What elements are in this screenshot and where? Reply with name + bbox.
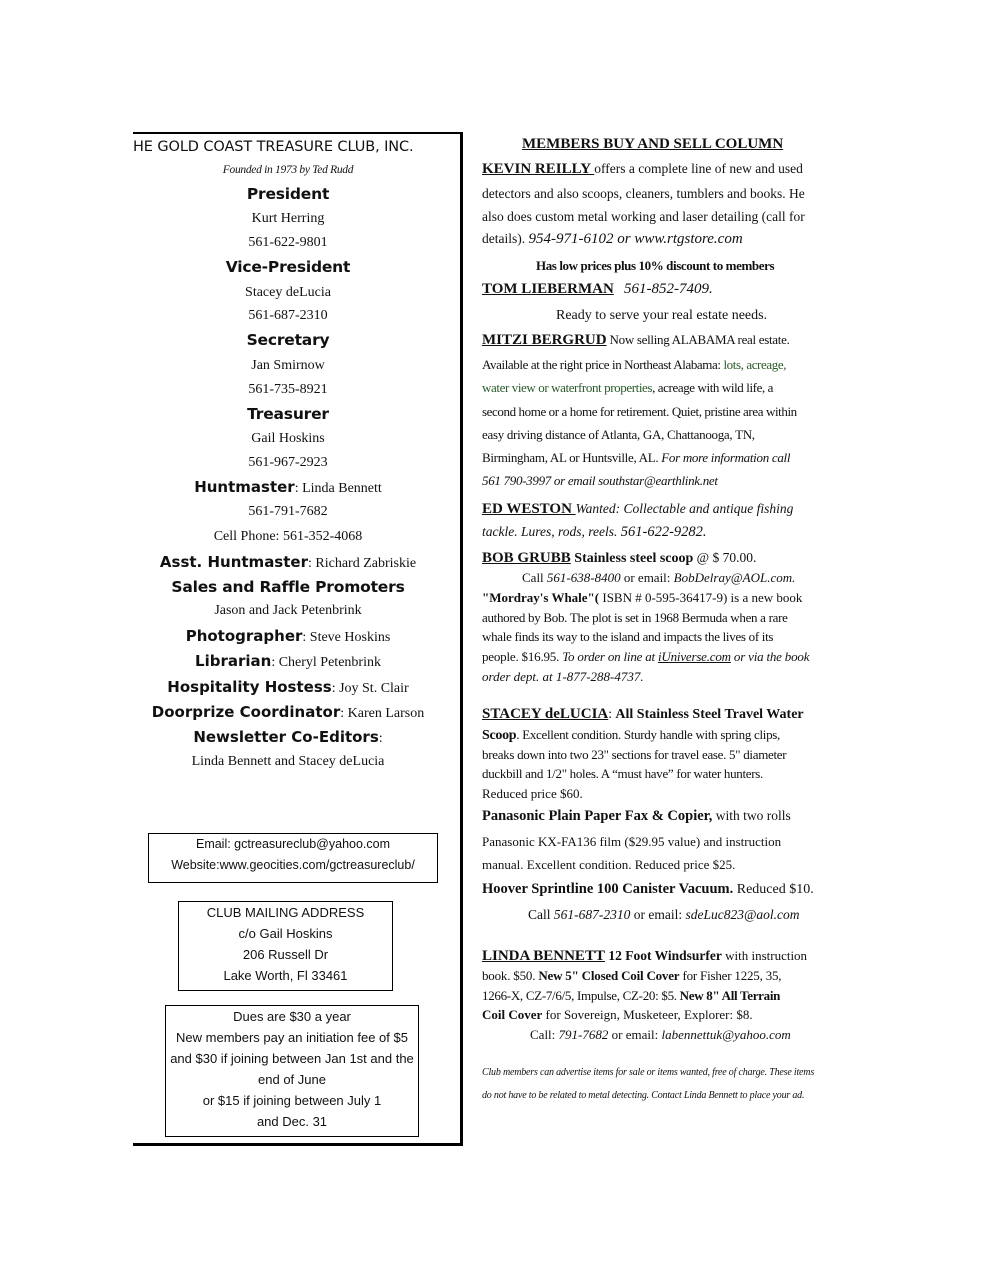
email-line[interactable]: Email: gctreasureclub@yahoo.com [195,837,391,851]
ad-bob-email[interactable]: BobDelray@AOL.com. [673,570,796,585]
mailing-line: Lake Worth, Fl 33461 [223,968,348,983]
ad-text: : [608,706,616,721]
founded-note: Founded in 1973 by Ted Rudd [222,164,354,176]
ad-linda-l3 [482,988,780,1004]
ad-text: book. $50. [482,968,539,983]
website-line[interactable]: Website:www.geocities.com/gctreasureclub/ [171,858,415,872]
ad-text: for Sovereign, Musketeer, Explorer: $8. [542,1007,753,1022]
president-phone: 561-622-9801 [248,235,328,250]
ad-tom-name: TOM LIEBERMAN [482,281,614,297]
ad-text: Birmingham, AL or Huntsville, AL. [482,450,662,465]
ad-hoover-contact [528,907,800,923]
asst-huntmaster-title: Asst. Huntmaster [159,553,308,571]
ad-text: or email: [630,907,686,922]
president-name: Kurt Herring [251,211,325,226]
ad-hoover-email[interactable]: sdeLuc823@aol.com [685,907,800,922]
librarian-title: Librarian [195,652,272,670]
dues-box [165,1005,419,1137]
ad-mitzi-l3 [482,380,773,396]
ad-text: To order on line at [562,649,659,664]
ad-text: 1266-X, CZ-7/6/5, Impulse, CZ-20: $5. [482,988,680,1003]
ad-text: 12 Foot Windsurfer [604,948,722,963]
ad-kevin-phone-web[interactable]: 954-971-6102 or www.rtgstore.com [528,231,743,247]
ad-kevin-line [482,161,803,178]
ad-text: tackle. Lures, rods, reels. [482,524,621,539]
ad-stacey-name: STACEY deLUCIA [482,706,609,722]
huntmaster-cell: Cell Phone: 561-352-4068 [213,529,363,544]
ad-stacey-l2 [482,727,780,744]
ad-text: manual. Excellent condition. Reduced price $25. [482,857,736,872]
doorprize-name: : Karen Larson [340,706,425,721]
ad-text: Hoover Sprintline 100 Canister Vacuum. [482,881,734,897]
ad-text: or email: [620,570,674,585]
ad-text: Call [528,907,554,922]
club-info-panel [133,132,463,1146]
ad-text: Available at the right price in Northeast Alabama: [482,357,724,372]
ad-bob-name: BOB GRUBB [482,550,571,566]
mailing-line: CLUB MAILING ADDRESS [206,905,365,920]
treasurer-phone: 561-967-2923 [248,455,328,470]
dues-line: and Dec. 31 [256,1114,328,1129]
ad-linda-contact [530,1027,791,1043]
ad-text: offers a complete line of new and used [594,161,803,176]
huntmaster-phone: 561-791-7682 [248,504,328,519]
ad-hoover-l1 [482,881,814,898]
column-heading: MEMBERS BUY AND SELL COLUMN [522,136,784,152]
asst-huntmaster-row [133,553,443,572]
ad-text: Panasonic KX-FA136 film ($29.95 value) and instruction [482,834,782,849]
ad-linda-l4 [482,1007,753,1023]
ad-kevin-contact [482,231,743,248]
ad-text: with two rolls [712,808,791,823]
ad-text: @ $ 70.00. [693,550,757,565]
treasurer-title: Treasurer [247,405,329,423]
photographer-name: : Steve Hoskins [302,630,391,645]
ad-text: Scoop [482,728,517,743]
dues-line: end of June [258,1072,326,1087]
dues-line: New members pay an initiation fee of $5 [176,1030,408,1045]
newsletter-title: Newsletter Co-Editors [193,728,379,746]
ad-mitzi-contact[interactable]: 561 790-3997 or email southstar@earthlink.net [482,473,718,488]
contact-box [148,833,438,883]
ad-ed-name: ED WESTON [482,501,576,517]
ad-text: For more information call [661,450,791,465]
doorprize-row [133,703,443,722]
dues-line: Dues are $30 a year [233,1009,351,1024]
ad-ed-phone[interactable]: 561-622-9282. [620,524,707,540]
secretary-phone: 561-735-8921 [248,382,328,397]
ad-mitzi-name: MITZI BERGRUD [482,332,607,348]
mailing-address-box [178,901,393,991]
ad-tom-text: Ready to serve your real estate needs. [556,308,768,323]
ad-text: Now selling ALABAMA real estate. [606,332,790,347]
asst-huntmaster-name: : Richard Zabriskie [307,556,417,571]
ad-linda-email[interactable]: labennettuk@yahoo.com [661,1027,791,1042]
secretary-name: Jan Smirnow [251,358,325,373]
ad-text: people. $16.95. [482,649,563,664]
newsletter-row [133,728,443,747]
vp-phone: 561-687-2310 [248,308,328,323]
treasurer-name: Gail Hoskins [251,431,325,446]
ad-bob-phone[interactable]: 561-638-8400 [546,570,621,585]
ad-text: also does custom metal working and laser detailing (call for [482,209,805,224]
ad-text: Call [522,570,547,585]
ad-text: with instruction [721,948,808,963]
ad-tom-line [482,281,713,298]
ad-bob-contact [522,570,795,586]
ad-text: second home or a home for retirement. Quiet, pristine area within [482,404,797,419]
photographer-row [133,627,443,646]
ad-bob-order-phone: order dept. at 1-877-288-4737. [482,669,644,684]
dues-line: or $15 if joining between July 1 [202,1093,382,1108]
column-footnote-line: do not have to be related to metal detecting. Contact Linda Bennett to place your ad. [482,1090,805,1101]
ad-text: All Stainless Steel Travel Water [615,707,804,722]
huntmaster-title: Huntmaster [194,478,295,496]
ad-text: Reduced $10. [733,882,814,897]
ad-ed-line [482,501,793,518]
ad-text: detectors and also scoops, cleaners, tumblers and books. He [482,186,805,201]
ad-mitzi-line [482,332,790,349]
ad-bob-line [482,550,756,567]
newsletter-names: Linda Bennett and Stacey deLucia [191,754,385,769]
ad-text: Wanted: Collectable and antique fishing [575,501,794,516]
column-footnote-line: Club members can advertise items for sale or items wanted, free of charge. These items [482,1067,815,1078]
ad-kevin-discount: Has low prices plus 10% discount to members [536,258,775,273]
newsletter-colon: : [378,731,383,746]
ad-text: or via the book [730,649,810,664]
ad-bob-order [482,649,809,665]
ad-text: whale finds its way to the island and impacts the lives of its [482,629,774,644]
librarian-name: : Cheryl Petenbrink [271,655,381,670]
ad-ed-l2 [482,524,707,541]
mailing-line: c/o Gail Hoskins [238,926,333,941]
ad-tom-phone[interactable]: 561-852-7409. [623,281,713,297]
ad-linda-line [482,948,807,965]
ad-text: "Mordray's Whale"( [482,590,600,605]
ad-text: authored by Bob. The plot is set in 1968 Bermuda when a rare [482,610,788,625]
hospitality-name: : Joy St. Clair [331,681,409,696]
mailing-line: 206 Russell Dr [242,947,329,962]
ad-mitzi-l6 [482,450,790,466]
ad-mitzi-l2 [482,357,786,373]
buy-sell-column [482,132,856,1122]
ad-text: Call: [530,1027,559,1042]
dues-line: and $30 if joining between Jan 1st and the [170,1051,414,1066]
ad-kevin-name: KEVIN REILLY [482,161,595,177]
ad-text: Coil Cover [482,1007,543,1022]
ad-hoover-phone[interactable]: 561-687-2310 [553,907,631,922]
ad-text: details). [482,231,529,246]
doorprize-title: Doorprize Coordinator [151,703,341,721]
ad-text: Reduced price $60. [482,786,583,801]
ad-text: lots, acreage, [723,357,787,372]
librarian-row [133,652,443,671]
hospitality-title: Hospitality Hostess [167,678,332,696]
sales-names: Jason and Jack Petenbrink [214,603,362,618]
ad-text: , acreage with wild life, a [652,380,774,395]
ad-linda-phone[interactable]: 791-7682 [558,1027,609,1042]
ad-linda-l2 [482,968,781,984]
ad-text: for Fisher 1225, 35, [679,968,782,983]
ad-stacey-line [482,706,804,723]
vp-name: Stacey deLucia [245,285,331,300]
club-title: HE GOLD COAST TREASURE CLUB, INC. [133,139,414,155]
ad-text: duckbill and 1/2" holes. A “must have” for water hunters. [482,766,763,781]
ad-bob-book [482,590,802,606]
sales-title: Sales and Raffle Promoters [171,578,405,596]
ad-text: . Excellent condition. Sturdy handle with spring clips, [516,727,780,742]
ad-text: water view or waterfront properties [482,380,653,395]
ad-linda-name: LINDA BENNETT [482,948,605,964]
ad-text: breaks down into two 23" sections for travel ease. 5" diameter [482,747,787,762]
ad-text: ISBN # 0-595-36417-9) is a new book [599,590,803,605]
ad-text: or email: [608,1027,662,1042]
secretary-title: Secretary [246,331,330,349]
ad-text: New 8" All Terrain [679,988,781,1003]
huntmaster-name: : Linda Bennett [294,481,382,496]
ad-text: Stainless steel scoop [570,551,694,566]
photographer-title: Photographer [185,627,303,645]
president-title: President [246,185,330,203]
ad-text: easy driving distance of Atlanta, GA, Chattanooga, TN, [482,427,755,442]
vp-title: Vice-President [225,258,351,276]
iuniverse-link[interactable]: iUniverse.com [658,649,731,664]
hospitality-row [133,678,443,697]
ad-text: Panasonic Plain Paper Fax & Copier, [482,808,713,824]
ad-panasonic-l1 [482,808,791,825]
huntmaster-row [133,478,443,497]
ad-text: New 5" Closed Coil Cover [538,968,680,983]
